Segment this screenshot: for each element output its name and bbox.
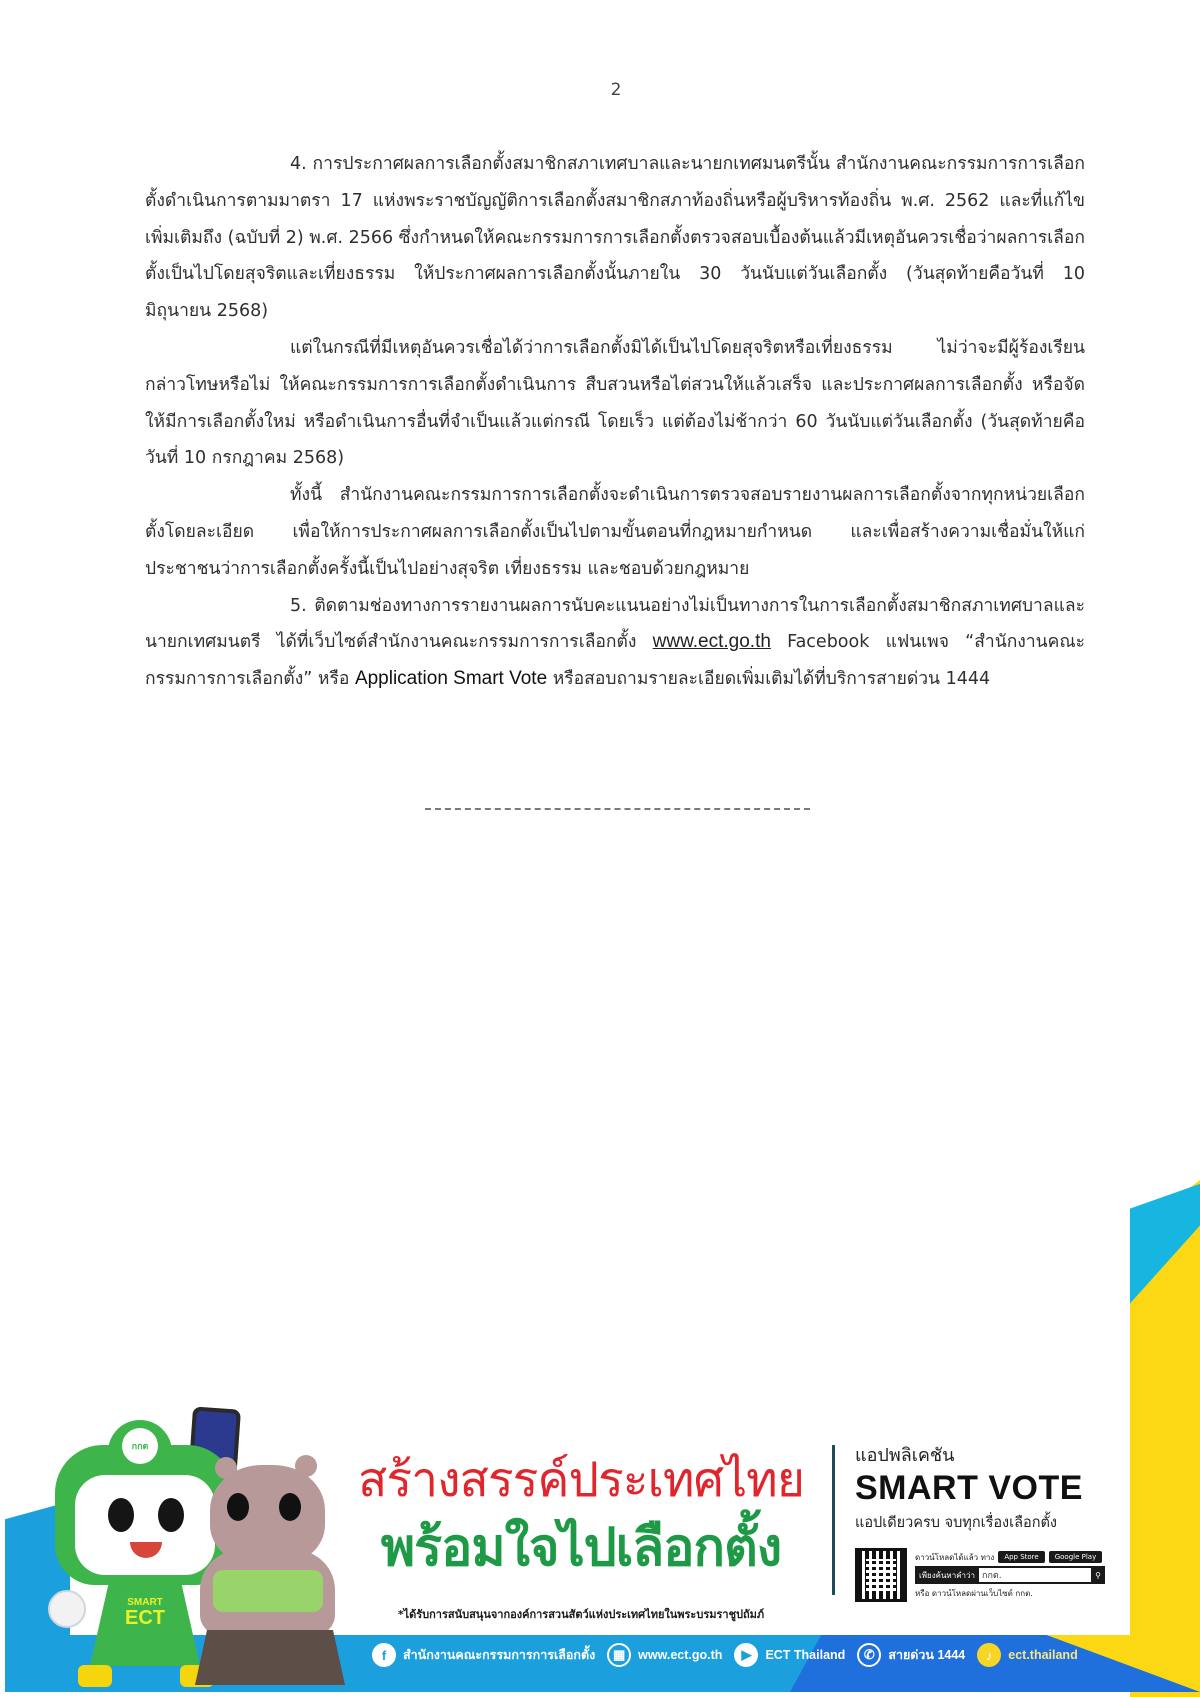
app-search-bar — [915, 1566, 1105, 1584]
app-tagline: แอปเดียวครบ จบทุกเรื่องเลือกตั้ง — [855, 1515, 1057, 1531]
ect-website-link[interactable]: www.ect.go.th — [652, 631, 771, 653]
banner-headline — [346, 1448, 816, 1582]
social-youtube[interactable]: ▶ ECT Thailand — [734, 1643, 845, 1667]
app-name: Application Smart Vote — [354, 668, 548, 690]
ect-badge: กกต — [122, 1428, 158, 1464]
search-value: กกต. — [979, 1568, 1091, 1582]
page-number: 2 — [610, 80, 622, 100]
download-text: ดาวน์โหลดได้แล้ว ทาง — [915, 1552, 995, 1562]
headline-line-1: สร้างสรรค์ประเทศไทย — [358, 1454, 804, 1507]
social-hotline[interactable]: ✆ สายด่วน 1444 — [857, 1643, 965, 1667]
web-download-text: หรือ ดาวน์โหลดผ่านเว็บไซต์ กกต. — [915, 1588, 1033, 1598]
app-label: แอปพลิเคชัน — [855, 1445, 955, 1466]
app-title: SMART VOTE — [855, 1469, 1083, 1507]
qr-code-icon — [855, 1548, 907, 1602]
youtube-icon: ▶ — [734, 1643, 758, 1667]
social-facebook[interactable]: f สำนักงานคณะกรรมการการเลือกตั้ง — [372, 1643, 595, 1667]
headline-line-2: พร้อมใจไปเลือกตั้ง — [380, 1519, 782, 1577]
hippo-mascot — [195, 1455, 345, 1685]
social-tiktok[interactable]: ♪ ect.thailand — [977, 1643, 1077, 1667]
mascot-shirt-text: SMART ECT — [125, 1597, 165, 1629]
paragraph-4-exception: แต่ในกรณีที่มีเหตุอันควรเชื่อได้ว่าการเลือกตั้งมิได้เป็นไปโดยสุจริตหรือเที่ยงธรรม ไม่ว่าจะมีผู้ร้องเรียนกล่าวโทษหรือไม่ ให้คณะกรรมการการเลือกตั้งดำเนินการ สืบสวนหรือไต่สวนให้แล้วเสร็จ และประกาศผลการเลือกตั้ง หรือจัดให้มีการเลือกตั้งใหม่ หรือดำเนินการอื่นที่จำเป็นแล้วแต่กรณี โดยเร็ว แต่ต้องไม่ช้ากว่า 60 วันนับแต่วันเลือกตั้ง (วันสุดท้ายคือวันที่ 10 กรกฎาคม 2568) — [145, 337, 1085, 469]
vertical-divider — [832, 1445, 835, 1595]
social-channels — [372, 1643, 1078, 1667]
facebook-icon: f — [372, 1643, 396, 1667]
phone-icon: ✆ — [857, 1643, 881, 1667]
sponsor-note: *ได้รับการสนับสนุนจากองค์การสวนสัตว์แห่งประเทศไทยในพระบรมราชูปถัมภ์ — [397, 1608, 765, 1621]
paragraph-4: 4. การประกาศผลการเลือกตั้งสมาชิกสภาเทศบาลและนายกเทศมนตรีนั้น สำนักงานคณะกรรมการการเลือกตั้งดำเนินการตามมาตรา 17 แห่งพระราชบัญญัติการเลือกตั้งสมาชิกสภาท้องถิ่นหรือผู้บริหารท้องถิ่น พ.ศ. 2562 และที่แก้ไขเพิ่มเติมถึง (ฉบับที่ 2) พ.ศ. 2566 ซึ่งกำหนดให้คณะกรรมการการเลือกตั้งตรวจสอบเบื้องต้นแล้วมีเหตุอันควรเชื่อว่าผลการเลือกตั้งเป็นไปโดยสุจริตและเที่ยงธรรม ให้ประกาศผลการเลือกตั้งนั้นภายใน 30 วันนับแต่วันเลือกตั้ง (วันสุดท้ายคือวันที่ 10 มิถุนายน 2568) — [145, 154, 1085, 322]
paragraph-4-verification: ทั้งนี้ สำนักงานคณะกรรมการการเลือกตั้งจะดำเนินการตรวจสอบรายงานผลการเลือกตั้งจากทุกหน่วยเลือกตั้งโดยละเอียด เพื่อให้การประกาศผลการเลือกตั้งเป็นไปตามขั้นตอนที่กฎหมายกำหนด และเพื่อสร้างความเชื่อมั่นให้แก่ประชาชนว่าการเลือกตั้งครั้งนี้เป็นไปอย่างสุจริต เที่ยงธรรม และชอบด้วยกฎหมาย — [145, 485, 1085, 579]
app-store-badge[interactable]: App Store — [998, 1551, 1044, 1563]
paragraph-5: 5. ติดตามช่องทางการรายงานผลการนับคะแนนอย่างไม่เป็นทางการในการเลือกตั้งสมาชิกสภาเทศบาลและนายกเทศมนตรี ได้ที่เว็บไซต์สำนักงานคณะกรรมการการเลือกตั้ง www.ect.go.th Facebook แฟนเพจ “สำนักงานคณะกรรมการการเลือกตั้ง” หรือ Application Smart Vote หรือสอบถามรายละเอียดเพิ่มเติมได้ที่บริการสายด่วน 1444 — [145, 595, 1085, 690]
google-play-badge[interactable]: Google Play — [1049, 1551, 1103, 1563]
tiktok-icon: ♪ — [977, 1643, 1001, 1667]
smart-vote-banner — [0, 1180, 1200, 1697]
smart-vote-app-block — [855, 1440, 1105, 1602]
web-icon: ▦ — [607, 1643, 631, 1667]
social-website[interactable]: ▦ www.ect.go.th — [607, 1643, 722, 1667]
end-separator — [425, 808, 810, 810]
document-body — [145, 146, 1085, 698]
search-label: เพียงค้นหาคำว่า — [919, 1570, 976, 1580]
search-icon: ⚲ — [1095, 1570, 1101, 1580]
